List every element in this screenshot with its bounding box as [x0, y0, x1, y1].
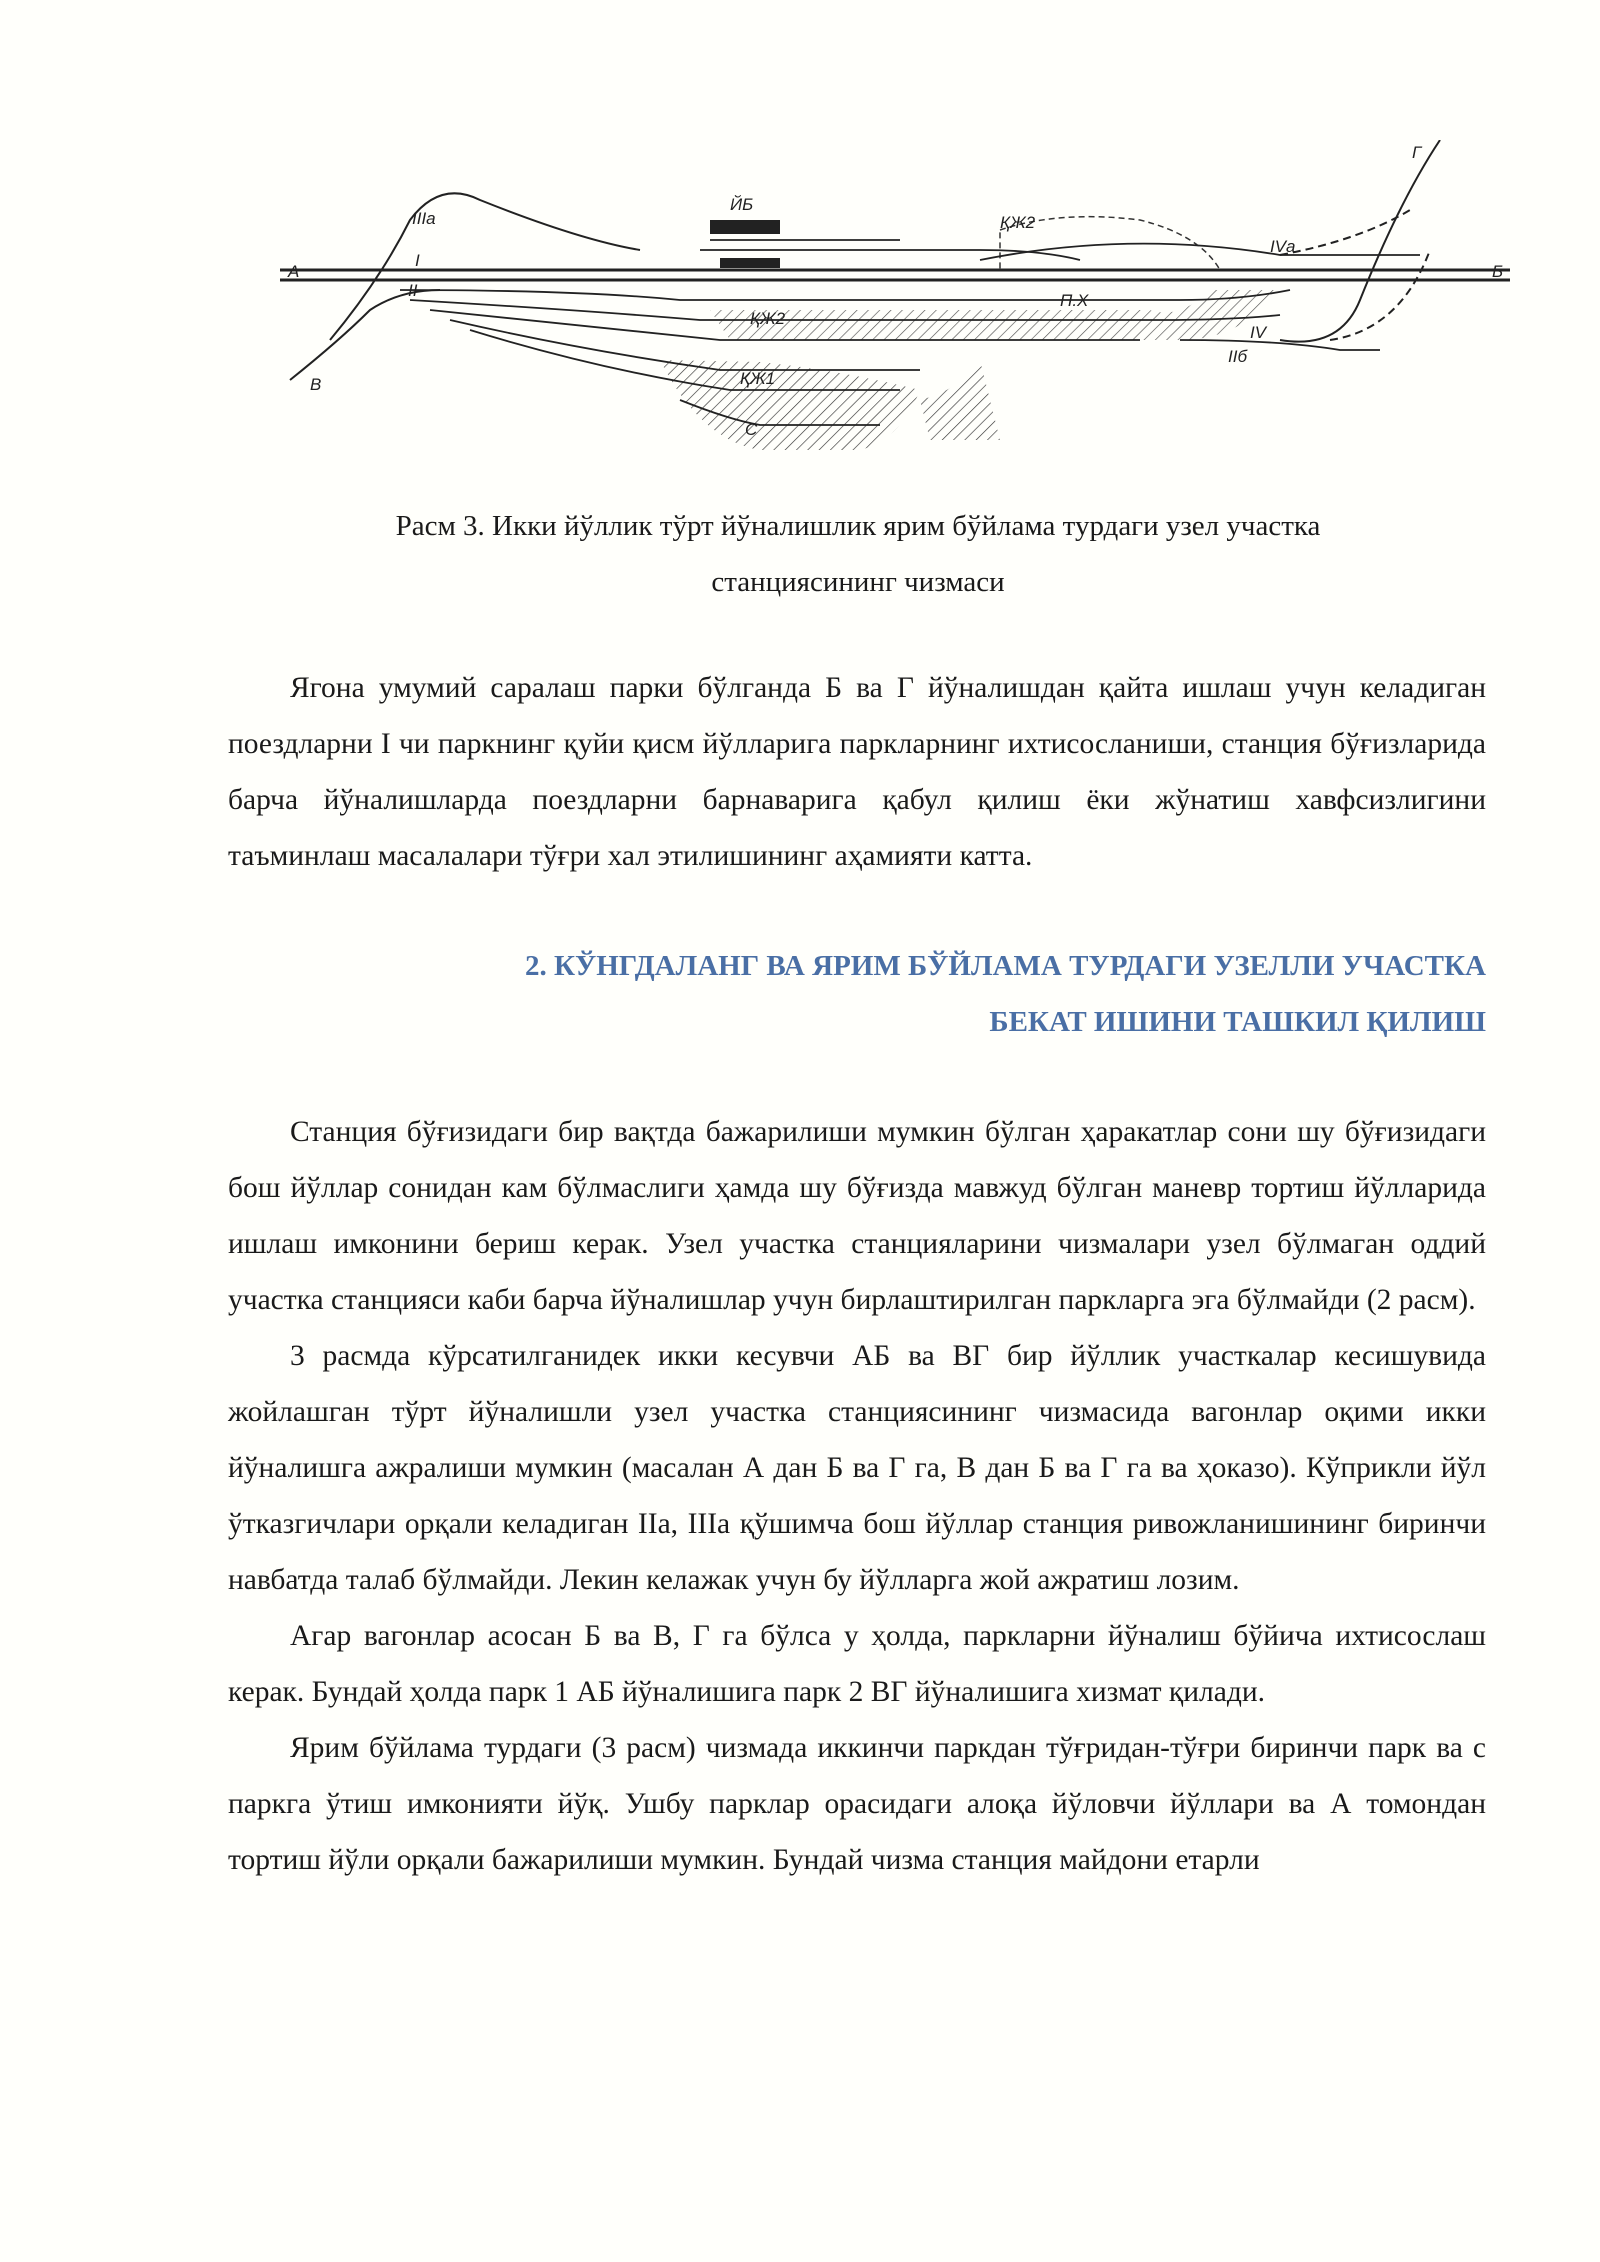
line-g-curve: [1280, 140, 1440, 342]
line-ivb-dashed: [1330, 250, 1430, 340]
label-s: С: [745, 420, 758, 439]
paragraph: 3 расмда кўрсатилганидек икки кесувчи АБ ва ВГ бир йўллик участкалар кесишувида жойлашган тўрт йўналишли узел участка станциясининг чизмасида вагонлар оқими икки йўналишга ажралиши мумкин (масалан А дан Б ва Г га, В дан Б ва Г га ва ҳоказо). Кўприкли йўл ўтказгичлари орқали келадиган IIа, IIIа қўшимча бош йўллар станция ривожланишининг биринчи навбатда талаб бўлмайди. Лекин келажак учун бу йўлларга жой ажратиш лозим.: [228, 1340, 1486, 1596]
paragraph: Ярим бўйлама турдаги (3 расм) чизмада иккинчи паркдан тўғридан-тўғри биринчи парк ва с паркга ўтиш имконияти йўқ. Ушбу парклар орасидаги алоқа йўловчи йўллари ва А томондан тортиш йўли орқали бажарилиши мумкин. Бундай чизма станция майдони етарли: [228, 1732, 1486, 1876]
label-kzh1: ҚЖ1: [740, 369, 776, 388]
label-yb: ЙБ: [730, 195, 754, 214]
figure-caption: [228, 498, 1488, 610]
label-ii: II: [408, 281, 418, 300]
paragraph-intro: [228, 660, 1486, 884]
station-diagram-svg: [280, 140, 1510, 480]
paragraph: Ягона умумий саралаш парки бўлганда Б ва Г йўналишдан қайта ишлаш учун келадиган поездларни I чи паркнинг қуйи қисм йўлларига паркларнинг ихтисосланиши, станция бўғизларида барча йўналишларда поездларни барнаварига қабул қилиш ёки жўнатиш хавфсизлигини таъминлаш масалалари тўғри хал этилишининг аҳамияти катта.: [228, 672, 1486, 872]
station-building-yb: [710, 220, 780, 234]
yard-c-hatch: [660, 360, 920, 450]
platform: [720, 258, 780, 268]
label-iva: IVа: [1270, 237, 1296, 256]
label-iib: IIб: [1228, 347, 1248, 366]
paragraph: Станция бўғизидаги бир вақтда бажарилиши мумкин бўлган ҳаракатлар сони шу бўғизидаги бош йўллар сонидан кам бўлмаслиги ҳамда шу бўғизда мавжуд бўлган маневр тортиш йўлларида ишлаш имконини бериш керак. Узел участка станцияларини чизмалари узел бўлмаган оддий участка станцияси каби барча йўналишлар учун бирлаштирилган паркларга эга бўлмайди (2 расм).: [228, 1116, 1486, 1316]
station-diagram: [280, 140, 1510, 480]
label-px: П.Х: [1060, 291, 1089, 310]
heading-line-2: БЕКАТ ИШИНИ ТАШКИЛ ҚИЛИШ: [989, 1006, 1486, 1038]
label-a: А: [288, 262, 300, 281]
label-b: Б: [1492, 262, 1504, 281]
label-i: I: [415, 251, 420, 270]
caption-line-1: Расм 3. Икки йўллик тўрт йўналишлик ярим бўйлама турдаги узел участка: [395, 510, 1321, 542]
line-iva-dashed: [1280, 210, 1410, 255]
line-v-curve: [330, 193, 640, 340]
hump-hatch: [920, 360, 1000, 440]
section-heading: [228, 938, 1486, 1050]
heading-line-1: 2. КЎНГДАЛАНГ ВА ЯРИМ БЎЙЛАМА ТУРДАГИ УЗЕЛЛИ УЧАСТКА: [524, 950, 1486, 982]
label-g: Г: [1412, 143, 1422, 162]
section-body: [228, 1104, 1486, 1888]
label-iiia: IIIа: [412, 209, 436, 228]
label-v: В: [310, 375, 322, 394]
label-kzh2-mid: ҚЖ2: [750, 309, 786, 328]
label-kzh2-top: ҚЖ2: [1000, 213, 1036, 232]
caption-line-2: станциясининг чизмаси: [711, 566, 1005, 598]
line-v-branch: [290, 290, 440, 380]
label-iv: IV: [1250, 323, 1267, 342]
paragraph: Агар вагонлар асосан Б ва В, Г га бўлса у ҳолда, паркларни йўналиш бўйича ихтисослаш керак. Бундай ҳолда парк 1 АБ йўналишига парк 2 ВГ йўналишига хизмат қилади.: [228, 1620, 1486, 1708]
yard-kzh2-hatch: [710, 290, 1280, 340]
